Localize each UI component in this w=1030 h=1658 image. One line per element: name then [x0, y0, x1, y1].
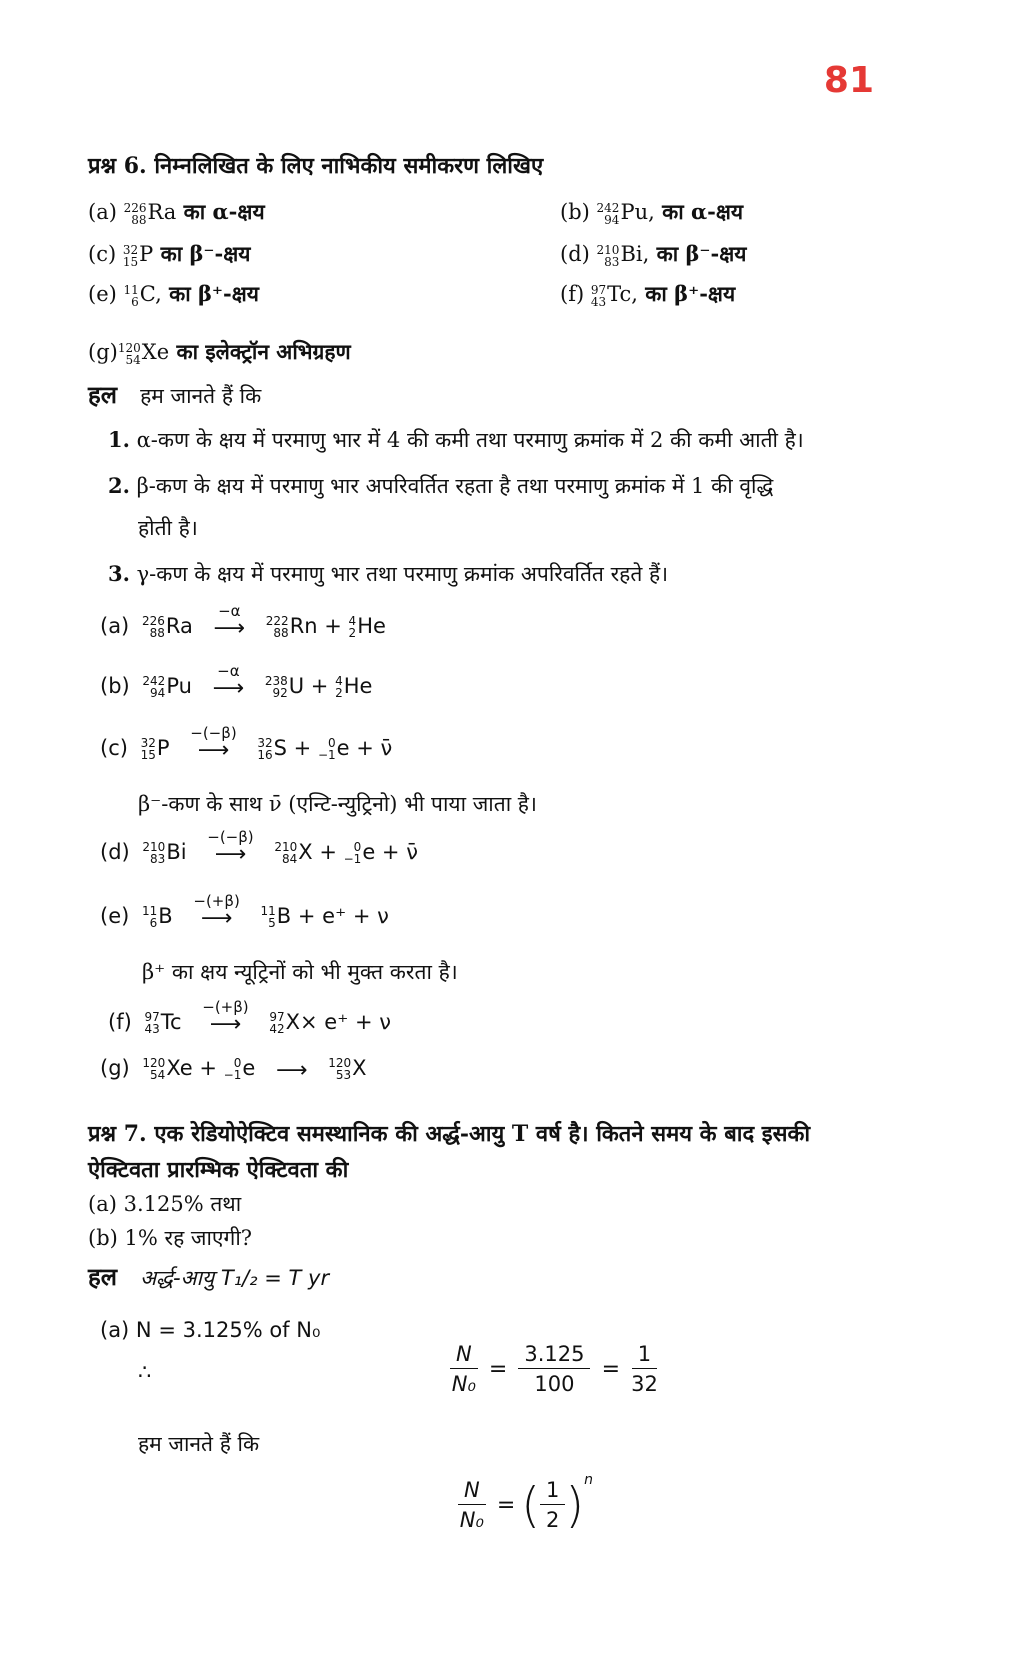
fraction-n-over-n0-2: $\frac{N}{\text{N₀}}$	[459, 1478, 484, 1532]
equation-a: (a) 226 88 Ra −α ⟶ 222 88 Rn + 4 2 He	[100, 602, 386, 641]
q6-solution-intro: हल हम जानते हैं कि	[88, 380, 262, 409]
equation-c-note: β⁻-कण के साथ ν̄ (एन्टि-न्युट्रिनो) भी पाया जाता है।	[138, 792, 537, 816]
reaction-arrow: ⟶	[275, 1058, 308, 1083]
reaction-arrow: −(+β) ⟶	[202, 998, 249, 1037]
equation-g: (g) 120 54 Xe + 0 −1 e ⟶ 120 53 X	[100, 1056, 367, 1083]
question-7-part-b: (b) 1% रह जाएगी?	[88, 1226, 253, 1250]
fraction-one-over-32: $\frac{1}{32}$	[631, 1342, 658, 1396]
q7-solution-intro: हल अर्द्ध-आयु T₁/₂ = T yr	[88, 1262, 330, 1291]
q6-item-g: (g) 120 54 Xe का इलेक्ट्रॉन अभिग्रहण	[88, 339, 351, 367]
rule-2: 2. β-कण के क्षय में परमाणु भार अपरिवर्तित रहता है तथा परमाणु क्रमांक में 1 की वृद्धि	[108, 473, 774, 498]
equation-e: (e) 11 6 B −(+β) ⟶ 11 5 B + e⁺ + ν	[100, 892, 389, 931]
reaction-arrow: −α ⟶	[212, 662, 245, 701]
page-number: 81	[823, 60, 874, 101]
therefore-symbol: ∴	[138, 1360, 152, 1384]
decay-law-equation: $\frac{N}{\text{N₀}}$ = ( $\frac{1}{2}$ )$^n$	[459, 1472, 593, 1534]
q6-item-f: (f) 97 43 Tc, का β⁺-क्षय	[560, 281, 736, 309]
q6-item-c: (c) 32 15 P का β⁻-क्षय	[88, 241, 251, 269]
q6-item-e: (e) 11 6 C, का β⁺-क्षय	[88, 281, 259, 309]
equation-c: (c) 32 15 P −(−β) ⟶ 32 16 S + 0 −1 e + ν̄	[100, 724, 393, 763]
rule-2-continued: होती है।	[138, 516, 198, 540]
fraction-n-over-n0: $\frac{N}{\text{N₀}}$	[451, 1342, 476, 1396]
q7-solution-a: (a) N = 3.125% of N₀	[100, 1318, 321, 1342]
reaction-arrow: −(−β) ⟶	[190, 724, 237, 763]
ratio-equation: $\frac{N}{\text{N₀}}$ = $\frac{3.125}{100}$ = $\frac{1}{32}$	[450, 1340, 658, 1399]
question-7-heading-line2: ऐक्टिवता प्रारम्भिक ऐक्टिवता की	[88, 1157, 349, 1183]
q6-item-a: (a) 226 88 Ra का α-क्षय	[88, 199, 265, 227]
equation-b: (b) 242 94 Pu −α ⟶ 238 92 U + 4 2 He	[100, 662, 373, 701]
question-7-heading-line1: प्रश्न 7. एक रेडियोऐक्टिव समस्थानिक की अर्द्ध-आयु T वर्ष है। कितने समय के बाद इसकी	[88, 1121, 811, 1147]
question-6-heading: प्रश्न 6. निम्नलिखित के लिए नाभिकीय समीकरण लिखिए	[88, 153, 544, 179]
q6-item-d: (d) 210 83 Bi, का β⁻-क्षय	[560, 241, 747, 269]
rule-3: 3. γ-कण के क्षय में परमाणु भार तथा परमाणु क्रमांक अपरिवर्तित रहते हैं।	[108, 561, 669, 586]
fraction-one-half: $\frac{1}{2}$	[540, 1476, 565, 1535]
equation-d: (d) 210 83 Bi −(−β) ⟶ 210 84 X + 0 −1 e + ν̄	[100, 828, 418, 867]
equation-e-note: β⁺ का क्षय न्यूट्रिनों को भी मुक्त करता है।	[142, 960, 458, 984]
reaction-arrow: −(−β) ⟶	[207, 828, 254, 867]
q6-item-b: (b) 242 94 Pu, का α-क्षय	[560, 199, 744, 227]
reaction-arrow: −(+β) ⟶	[193, 892, 240, 931]
equation-f: (f) 97 43 Tc −(+β) ⟶ 97 42 X× e⁺ + ν	[108, 998, 391, 1037]
question-7-part-a: (a) 3.125% तथा	[88, 1192, 242, 1216]
rule-1: 1. α-कण के क्षय में परमाणु भार में 4 की कमी तथा परमाणु क्रमांक में 2 की कमी आती है।	[108, 427, 804, 452]
we-know-that: हम जानते हैं कि	[138, 1432, 260, 1456]
fraction-percent: $\frac{3.125}{100}$	[518, 1340, 590, 1399]
reaction-arrow: −α ⟶	[213, 602, 246, 641]
